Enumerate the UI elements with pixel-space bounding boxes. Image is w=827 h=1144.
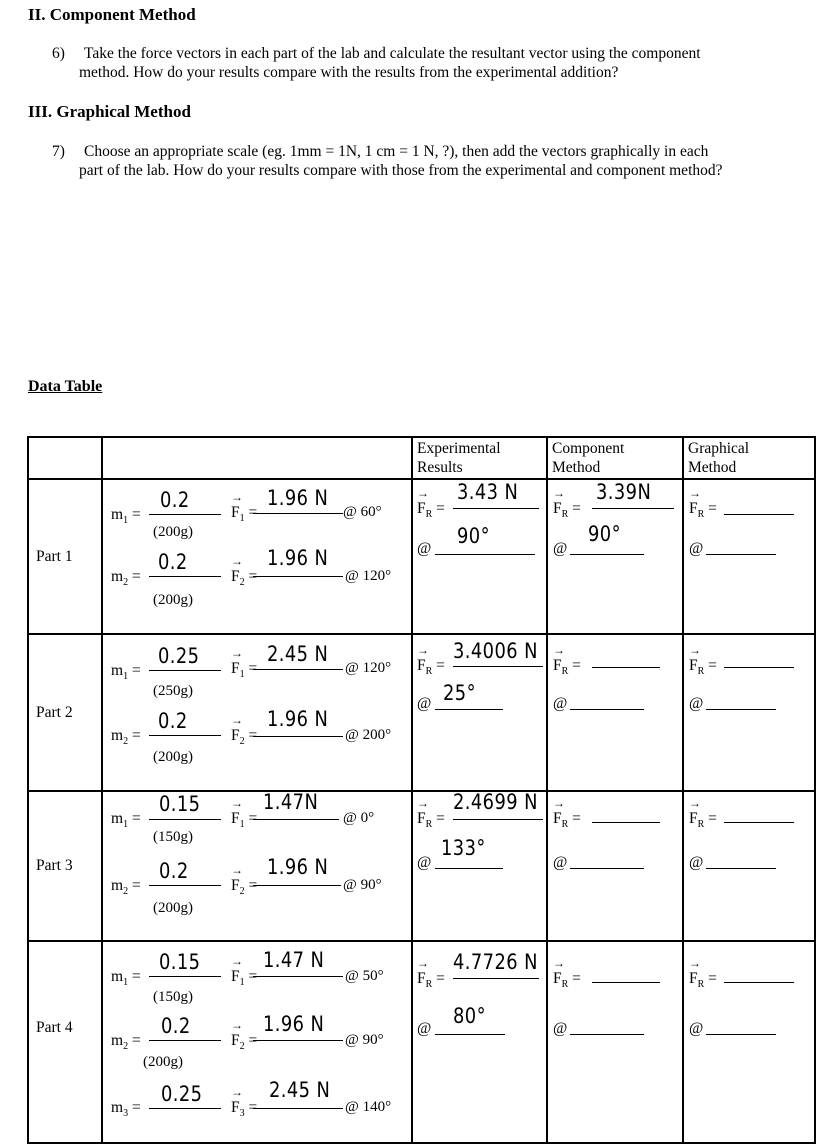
f1-label: → $F_1$ = (231, 810, 257, 830)
f2-angle: @ 90° (343, 877, 382, 893)
f2-line (253, 576, 343, 577)
table-row-part-3 (28, 791, 815, 941)
exp-fr-label: → $F_R$ = (417, 970, 445, 990)
m2-value: 0.2 (158, 709, 188, 733)
exp-fr-value: 2.4699 N (453, 790, 538, 814)
part-4-component-cell (547, 941, 683, 1143)
m1-label: $m_1$ = (111, 662, 141, 683)
comp-fr-label: → $F_R$ = (553, 657, 581, 677)
graph-at-label: @ (689, 540, 704, 557)
comp-fr-line (592, 667, 660, 668)
f2-value: 1.96 N (267, 855, 329, 879)
m2-label: $m_2$ = (111, 568, 141, 589)
part-4-experimental-cell (412, 941, 547, 1143)
part-2-experimental-cell (412, 634, 547, 791)
f1-line (253, 513, 343, 514)
f1-value: 2.45 N (267, 642, 329, 666)
part-3-label-cell (28, 791, 102, 941)
f1-label: → $F_1$ = (231, 504, 257, 524)
m1-value: 0.15 (159, 950, 201, 974)
graph-fr-label: → $F_R$ = (689, 970, 717, 990)
question-6-line-2: method. How do your results compare with the results from the experimental addition? (79, 64, 619, 81)
part-3-inputs-cell (102, 791, 412, 941)
comp-angle-line (570, 709, 644, 710)
exp-angle-value: 25° (443, 681, 476, 705)
exp-at-label: @ (417, 695, 432, 712)
comp-fr-line (592, 822, 660, 823)
table-row-part-2 (28, 634, 815, 791)
m1-hint: (150g) (153, 829, 193, 845)
header-component-line1: Component (552, 440, 625, 457)
m1-value: 0.15 (159, 792, 201, 816)
f1-angle: @ 50° (345, 968, 384, 984)
f2-angle: @ 90° (345, 1032, 384, 1048)
f2-label: → $F_2$ = (231, 877, 257, 897)
header-graphical-line2: Method (688, 459, 737, 476)
m1-label: $m_1$ = (111, 810, 141, 831)
m3-value: 0.25 (161, 1082, 203, 1106)
comp-fr-label: → $F_R$ = (553, 500, 581, 520)
f1-label: → $F_1$ = (231, 660, 257, 680)
m1-value: 0.2 (160, 488, 190, 512)
m1-hint: (250g) (153, 683, 193, 699)
exp-at-label: @ (417, 1020, 432, 1037)
exp-fr-value: 3.43 N (457, 480, 519, 504)
m1-line (149, 819, 221, 820)
exp-angle-value: 90° (457, 524, 490, 548)
m1-hint: (150g) (153, 989, 193, 1005)
f1-line (253, 669, 343, 670)
exp-angle-line (435, 868, 503, 869)
f3-label: → $F_3$ = (231, 1099, 257, 1119)
m2-hint: (200g) (153, 749, 193, 765)
exp-fr-value: 3.4006 N (453, 639, 538, 663)
graph-fr-line (724, 667, 794, 668)
f2-line (253, 885, 341, 886)
header-graphical-line1: Graphical (688, 440, 750, 457)
comp-angle-value: 90° (588, 522, 621, 546)
m2-label: $m_2$ = (111, 727, 141, 748)
question-7-line-1: Choose an appropriate scale (eg. 1mm = 1N, 1 cm = 1 N, ?), then add the vectors graphically in each (84, 143, 709, 160)
graph-angle-line (706, 868, 776, 869)
m2-hint: (200g) (153, 900, 193, 916)
part-4-label: Part 4 (36, 1019, 73, 1036)
f1-angle: @ 0° (343, 810, 375, 826)
m3-label: $m_3$ = (111, 1099, 141, 1120)
question-7-line-2: part of the lab. How do your results compare with those from the experimental and component method? (79, 162, 723, 179)
header-experimental-line2: Results (417, 459, 463, 476)
part-2-label: Part 2 (36, 703, 73, 721)
m1-line (149, 514, 221, 515)
graph-angle-line (706, 1034, 776, 1035)
comp-angle-line (570, 554, 644, 555)
f2-value: 1.96 N (267, 546, 329, 570)
section-3-heading: III. Graphical Method (28, 102, 191, 121)
header-component (547, 437, 683, 479)
m2-hint: (200g) (153, 592, 193, 608)
data-table (27, 436, 816, 1144)
f2-label: → $F_2$ = (231, 568, 257, 588)
f1-value: 1.96 N (267, 486, 329, 510)
f2-line (253, 736, 343, 737)
part-2-graphical-cell (683, 634, 815, 791)
question-6-number: 6) (52, 45, 65, 62)
m1-line (149, 976, 221, 977)
exp-at-label: @ (417, 540, 432, 557)
f1-label: → $F_1$ = (231, 968, 257, 988)
part-3-graphical-cell (683, 791, 815, 941)
m2-label: $m_2$ = (111, 877, 141, 898)
comp-fr-label: → $F_R$ = (553, 970, 581, 990)
part-4-graphical-cell (683, 941, 815, 1143)
exp-fr-line (453, 666, 543, 667)
f1-value: 1.47 N (263, 948, 325, 972)
graph-at-label: @ (689, 1020, 704, 1037)
f2-value: 1.96 N (263, 1012, 325, 1036)
m1-label: $m_1$ = (111, 506, 141, 527)
graph-fr-label: → $F_R$ = (689, 500, 717, 520)
exp-at-label: @ (417, 854, 432, 871)
graph-at-label: @ (689, 695, 704, 712)
exp-angle-value: 133° (441, 836, 486, 860)
graph-fr-label: → $F_R$ = (689, 657, 717, 677)
f2-label: → $F_2$ = (231, 727, 257, 747)
m1-label: $m_1$ = (111, 968, 141, 989)
f2-angle: @ 200° (345, 727, 392, 743)
graph-at-label: @ (689, 854, 704, 871)
comp-fr-line (592, 982, 660, 983)
m2-value: 0.2 (161, 1014, 191, 1038)
comp-angle-line (570, 1034, 644, 1035)
part-4-label-cell (28, 941, 102, 1143)
f3-line (253, 1108, 343, 1109)
comp-angle-line (570, 868, 644, 869)
comp-fr-value: 3.39N (596, 480, 652, 504)
exp-fr-value: 4.7726 N (453, 950, 538, 974)
comp-at-label: @ (553, 540, 568, 557)
m1-hint: (200g) (153, 524, 193, 540)
m2-line (149, 576, 221, 577)
exp-fr-line (453, 978, 539, 979)
header-component-line2: Method (552, 459, 601, 476)
part-1-graphical-cell (683, 479, 815, 634)
graph-fr-line (724, 822, 794, 823)
f1-angle: @ 120° (345, 660, 392, 676)
table-row-part-1 (28, 479, 815, 634)
question-7-number: 7) (52, 143, 65, 160)
part-3-label: Part 3 (36, 857, 73, 874)
f1-line (253, 819, 339, 820)
graph-angle-line (706, 554, 776, 555)
exp-fr-line (453, 508, 539, 509)
comp-at-label: @ (553, 854, 568, 871)
part-4-inputs-cell (102, 941, 412, 1143)
m2-label: $m_2$ = (111, 1032, 141, 1053)
part-1-experimental-cell (412, 479, 547, 634)
graph-fr-line (724, 982, 794, 983)
exp-fr-label: → $F_R$ = (417, 657, 445, 677)
f1-angle: @ 60° (343, 504, 382, 520)
f2-angle: @ 120° (345, 568, 392, 584)
part-1-inputs-cell (102, 479, 412, 634)
f2-label: → $F_2$ = (231, 1032, 257, 1052)
graph-fr-label: → $F_R$ = (689, 810, 717, 830)
part-2-inputs-cell (102, 634, 412, 791)
f1-value: 1.47N (263, 790, 319, 814)
header-experimental (412, 437, 547, 479)
comp-at-label: @ (553, 695, 568, 712)
m2-line (149, 1040, 221, 1041)
m2-line (149, 735, 221, 736)
part-1-label: Part 1 (36, 547, 73, 565)
section-2-heading: II. Component Method (28, 5, 196, 24)
m2-value: 0.2 (158, 550, 188, 574)
exp-fr-line (453, 819, 543, 820)
header-empty-cell (28, 437, 102, 479)
m2-value: 0.2 (159, 859, 189, 883)
part-3-component-cell (547, 791, 683, 941)
part-1-label-cell (28, 479, 102, 634)
header-empty-cell (102, 437, 412, 479)
part-2-component-cell (547, 634, 683, 791)
graph-fr-line (724, 514, 794, 515)
m1-value: 0.25 (158, 644, 200, 668)
f1-line (253, 976, 343, 977)
part-3-experimental-cell (412, 791, 547, 941)
question-6-line-1: Take the force vectors in each part of the lab and calculate the resultant vector using the component (84, 45, 701, 62)
exp-angle-line (435, 554, 535, 555)
comp-at-label: @ (553, 1020, 568, 1037)
exp-angle-line (435, 709, 503, 710)
header-graphical (683, 437, 815, 479)
m2-line (149, 885, 221, 886)
exp-fr-label: → $F_R$ = (417, 810, 445, 830)
data-table-title: Data Table (28, 378, 103, 395)
exp-fr-label: → $F_R$ = (417, 500, 445, 520)
graph-angle-line (706, 709, 776, 710)
table-row-part-4 (28, 941, 815, 1143)
m3-line (149, 1108, 221, 1109)
f2-value: 1.96 N (267, 707, 329, 731)
header-experimental-line1: Experimental (417, 440, 501, 457)
comp-fr-label: → $F_R$ = (553, 810, 581, 830)
exp-angle-line (435, 1034, 505, 1035)
f3-angle: @ 140° (345, 1099, 392, 1115)
f3-value: 2.45 N (269, 1078, 331, 1102)
table-header-row (28, 437, 815, 479)
m2-hint: (200g) (143, 1054, 183, 1070)
part-2-label-cell (28, 634, 102, 791)
part-1-component-cell (547, 479, 683, 634)
f2-line (253, 1040, 343, 1041)
comp-fr-line (592, 508, 674, 509)
m1-line (149, 670, 221, 671)
exp-angle-value: 80° (453, 1004, 486, 1028)
